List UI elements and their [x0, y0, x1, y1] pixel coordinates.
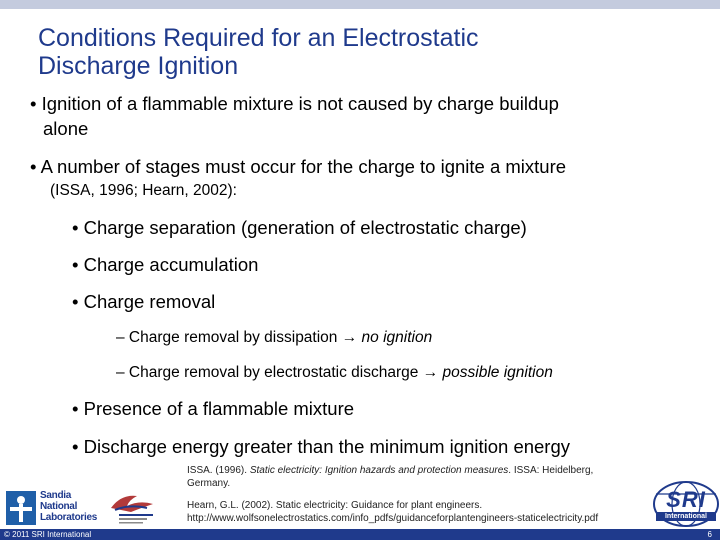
reference-issa-title: Static electricity: Ignition hazards and protection measures	[249, 465, 509, 476]
reference-issa-author: ISSA. (1996).	[187, 465, 250, 476]
sub-bullet-discharge-energy: • Discharge energy greater than the minimum ignition energy	[72, 436, 571, 457]
subsub-bullet-discharge-result: possible ignition	[442, 364, 553, 381]
partner-agency-logo	[107, 490, 159, 526]
bullet-2-line-2: (ISSA, 1996; Hearn, 2002):	[50, 182, 237, 199]
sri-logo-subtext: International	[656, 512, 716, 521]
title-line-2: Discharge Ignition	[38, 52, 239, 80]
reference-hearn-url[interactable]: http://www.wolfsonelectrostatics.com/info_pdfs/guidanceforplantengineers-staticelectricity.pdf	[187, 513, 599, 524]
sri-logo-text: SRI	[666, 487, 706, 512]
reference-hearn-citation: Hearn, G.L. (2002). Static electricity: Guidance for plant engineers.	[187, 500, 483, 511]
sandia-name-line-3: Laboratories	[40, 512, 97, 523]
sub-bullet-charge-accumulation: • Charge accumulation	[72, 254, 259, 275]
footer-bar	[0, 529, 720, 540]
sub-bullet-flammable-mixture: • Presence of a flammable mixture	[72, 398, 355, 419]
sandia-thunderbird-icon	[6, 491, 36, 525]
sub-bullet-charge-removal: • Charge removal	[72, 291, 216, 312]
subsub-bullet-dissipation	[116, 328, 432, 348]
sri-international-logo	[652, 480, 720, 528]
footer-copyright: © 2011 SRI International	[4, 530, 92, 539]
subsub-bullet-discharge	[116, 363, 553, 383]
sandia-name-line-1: Sandia	[40, 490, 71, 501]
subsub-bullet-dissipation-result: no ignition	[361, 329, 433, 346]
eagle-emblem-icon	[107, 490, 159, 526]
page-number: 6	[707, 530, 712, 539]
bullet-2-line-1: • A number of stages must occur for the charge to ignite a mixture	[30, 156, 567, 177]
sub-bullet-charge-separation: • Charge separation (generation of electrostatic charge)	[72, 217, 527, 238]
sandia-name-line-2: National	[40, 501, 78, 512]
title-line-1: Conditions Required for an Electrostatic	[38, 24, 479, 52]
sandia-logo	[6, 489, 106, 527]
reference-issa	[187, 464, 593, 490]
subsub-bullet-dissipation-text: – Charge removal by dissipation →	[116, 329, 362, 346]
bullet-1-line-2: alone	[43, 118, 89, 139]
reference-issa-location: Germany.	[187, 478, 231, 489]
reference-hearn	[187, 499, 598, 525]
bullet-1-line-1: • Ignition of a flammable mixture is not caused by charge buildup	[30, 93, 559, 114]
reference-issa-publisher: . ISSA: Heidelberg,	[508, 465, 594, 476]
subsub-bullet-discharge-text: – Charge removal by electrostatic discharge →	[116, 364, 443, 381]
